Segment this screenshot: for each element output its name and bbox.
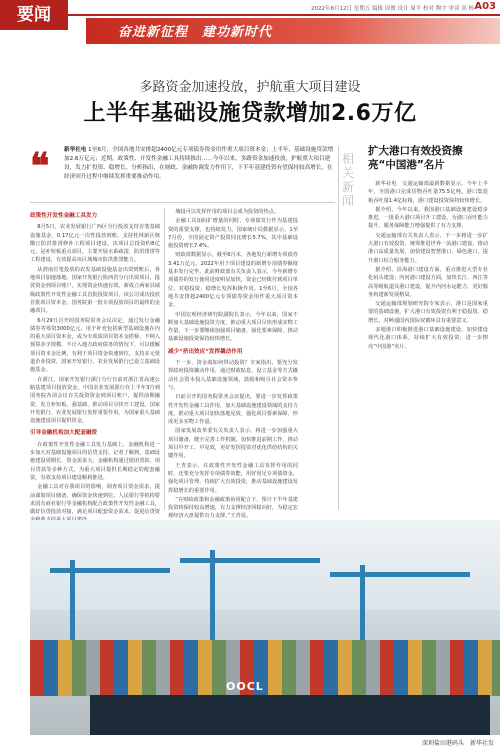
paragraph: 国家发展改革委有关负责人表示，将进一步加强重大项目储备，健全完善工作机制，加快推进前期工作，推动项目早开工、早见效，更好发挥投资对优化供给结构的关键作用。 xyxy=(168,428,298,460)
paragraph: 下一步，资金端如何带动投资？专家指出，要充分发挥政府投资撬动作用，通过财政贴息、设立基金等方式撬动社会资本投入基础设施领域，鼓励和吸引社会资本参与。 xyxy=(168,360,298,391)
masthead xyxy=(0,0,500,48)
crane-boom xyxy=(330,572,470,577)
paragraph: 王青表示，在政策性开发性金融工具发挥作用的同时，还要充分发挥专项债券效能，用好用足专项债资金，强化项目管理，持续扩大有效投资，推动基础设施建设发挥稳增长的重要作用。 xyxy=(168,462,298,494)
paragraph: 交通运输部有关负责人表示，下一步将进一步扩大港口有效投资，统筹推进世界一流港口建设，推动港口高质量发展，加快建设智慧港口、绿色港口，提升港口综合服务能力。 xyxy=(368,232,488,264)
quote-mark-icon: ❝ xyxy=(30,145,50,187)
paragraph: 中国宏观经济研究院副院长表示，今年以来，国家不断加大基础设施投资力度，推动重大项目尽快形成实物工作量，下一步要继续加强项目储备，强化要素保障，推动基础设施投资保持较快增长。 xyxy=(168,311,298,343)
column-subhead: 减少“挤出效应”发挥撬动作用 xyxy=(168,348,243,355)
paragraph: 据介绍，今年以来，我国港口基础设施建设稳步推进，一批重大港口项目开工建设，为港口吞吐能力提升、服务保障能力增强提供了有力支撑。 xyxy=(368,206,488,230)
port-photo xyxy=(30,520,500,735)
masthead-rule xyxy=(68,14,500,16)
crane-boom xyxy=(180,558,320,563)
paragraph: 金融工具加码扩增量的同时，专项债发行作为基建投资的重要支撑，也持续发力。国家统计局数据显示，1至7月份，全国固定资产投资同比增长5.7%，其中基础设施投资增长7.4%。 xyxy=(168,218,298,250)
article-kicker: 多路资金加速投放，护航重大项目建设 xyxy=(139,80,361,95)
photo-caption: 深圳盐田港码头 新华社发 xyxy=(421,740,494,747)
crane-boom xyxy=(50,568,170,573)
dateline: 2022年8月12日 星期五 编辑 周俊 设计 周平 校对 陶宇 审读 高 杨 xyxy=(311,6,474,12)
column-divider xyxy=(164,208,165,510)
paragraph: 交通运输部规划研究院专家表示，港口是国家重要的基础设施，扩大港口有效投资有利于稳投资、稳增长，对畅通国内国际双循环具有重要意义。 xyxy=(368,301,488,324)
paragraph: 从渭南首笔投放的农发基础设施基金出资到账后，各地项目加速落地。国家开发银行陕西省分行出资项目，投放资金到项目账户，实现资金快速有效，新成立两家县域级政策性开发性金融工具首批投资项目，该公司成功投放首批项目资本金。国务院第一批专项投放项目的最终的金融项目。 xyxy=(30,266,160,315)
article-column-a xyxy=(30,208,160,568)
paragraph: 8月5日，农业发展银行广西区分行投放支持首笔基础设施基金，0.17亿元一次性投放到账。支持桂林新区核酸订防洪排涝修补工程项目建设。该项目总投资约8亿元，是补短板重点项目，主要开展水系疏浚、防洪排涝等工程建设，有效提高该区域城市防洪排涝能力。 xyxy=(30,224,160,264)
paragraph: 6月29日召开的国务院常务会议决定，通过发行金融债券等筹资3000亿元，用于补充包括新型基础设施在内的重大项目资本金，或为专项债项目资本金搭桥。不纳入预算赤字规模、不计入地方政府债务的情况下，可以缓解项目资本金比例，有利于项目资金快速到位。支持多元渠道企业投资，国家开发银行、农业发展银行已设立基础设施基金。 xyxy=(30,317,160,374)
section-label: 要闻 xyxy=(0,0,68,30)
paragraph: 日前召开的国务院常务会议提出，要进一步发挥政策性开发性金融工具作用，加大基础设施建设领域的支持力度，推动重大项目加快落地见效，强化项目要素保障，形成更多实物工作量。 xyxy=(168,394,298,426)
article-headline: 上半年基础设施贷款增加2.6万亿 xyxy=(83,101,417,126)
page-number: A03 xyxy=(474,1,496,12)
ship-logo: OOCL xyxy=(226,680,264,693)
paragraph: 城投可以发挥作用的项目会成为投资的热点。 xyxy=(175,209,280,215)
lead-text: 1至6月，全国各地共安排超2400亿元专项债券资金用作重大项目资本金；上半年，基础设施贷款增加2.6万亿元；近期，政策性、开发性金融工具持续推出……今年以来，多路资金加速投放，护航重大项目建设，发力扩投资、稳增长。分析指出，在财政、金融协调发力作用下，下半年基建投资有望保持较高增长，在经济回升过程中继续发挥重要推动作用。 xyxy=(64,147,334,180)
lead-prefix: 新华社电 xyxy=(64,147,87,153)
lead-divider xyxy=(30,202,335,203)
article-lead xyxy=(64,146,334,182)
sidebar-divider xyxy=(338,146,339,510)
paragraph: 新华社电 交通运输部最新数据显示，今年上半年，全国港口完成货物吞吐量75.5亿吨，港口集装箱吞吐量1.4亿标箱，港口建设投资保持较快增长。 xyxy=(368,181,488,204)
paragraph: 多地港口积极推进港口基础设施建设，加快建设现代化港口体系，持续扩大有效投资，进一步擦亮“中国港”名片。 xyxy=(368,327,488,350)
paragraph: 据介绍，沿海港口建设方面，重点推进大型专业化码头建设；内河港口建设方面，加快长江、西江等高等级航道及港口建设，提升内河水运能力，更好服务构建新发展格局。 xyxy=(368,266,488,298)
related-news-label: 相关新闻 xyxy=(342,152,355,208)
ship-hull xyxy=(90,695,490,735)
paragraph: 财政部数据显示，截至6月末，各地发行新增专项债券3.41万亿元，2022年用于项目建设的新增专项债券额度基本发行完毕。此前财政部有关负责人表示，今年新增专项债券的发行使用进度明显加快，资金已经拨付到项目单位，对稳投资、稳增长发挥积极作用。1至6月，全国各地共安排超2400亿元专项债券资金用作重大项目资本金。 xyxy=(168,252,298,309)
sidebar-title: 扩大港口有效投资擦亮“中国港”名片 xyxy=(368,145,463,171)
photo-sky xyxy=(30,520,500,610)
column-subhead: 政策性开发性金融工具发力 xyxy=(30,213,98,219)
column-subhead: 引导金融机构加大配套融资 xyxy=(30,430,98,437)
article-column-b xyxy=(168,208,298,522)
paragraph: 金融工具对在我项目的影响，调查项目资金需求，提前谋划项目储备，确保资金快速到位。人民银行等机构要求国有商业银行等金融机构配合政策性开发性金融工具，做好信贷投放对接，满足项目配套资金需求，促进信贷资 xyxy=(30,484,160,516)
paragraph: 在浙江，国家开发银行浙江分行日前对浙江省高速公路基建项目投放资金。中国农业发展银行在上半年3月到国务院各项会议有关投资资金到项目账户，提供前期融资，发力补短板、强基础，推动项目尽快开工建设。国家开发银行、农业发展银行发挥重要作用，为国家重大基础设施建设项目提供资金。 xyxy=(30,376,160,425)
sidebar-body xyxy=(368,180,488,352)
paragraph: “在财政政策和金融政策协同配合下，预计下半年基建投资将保持较高增速，有力支撑经济回稳向好，为稳定宏观经济大盘提供有力支撑。”王青说。 xyxy=(168,496,298,520)
container-stack xyxy=(30,640,500,696)
paragraph: 在政策性开发性金融工具发力基础上，金融机构进一步加大对基础设施项目的信贷支持。记者了解到，基础设施建设周期长、资金需求大，金融机构通过银团贷款、项目贷款等多种方式，为重大项目提供长期稳定的配套融资，有效支持项目建设顺利推进。 xyxy=(30,441,160,481)
slogan: 奋进新征程 建功新时代 xyxy=(118,25,273,40)
